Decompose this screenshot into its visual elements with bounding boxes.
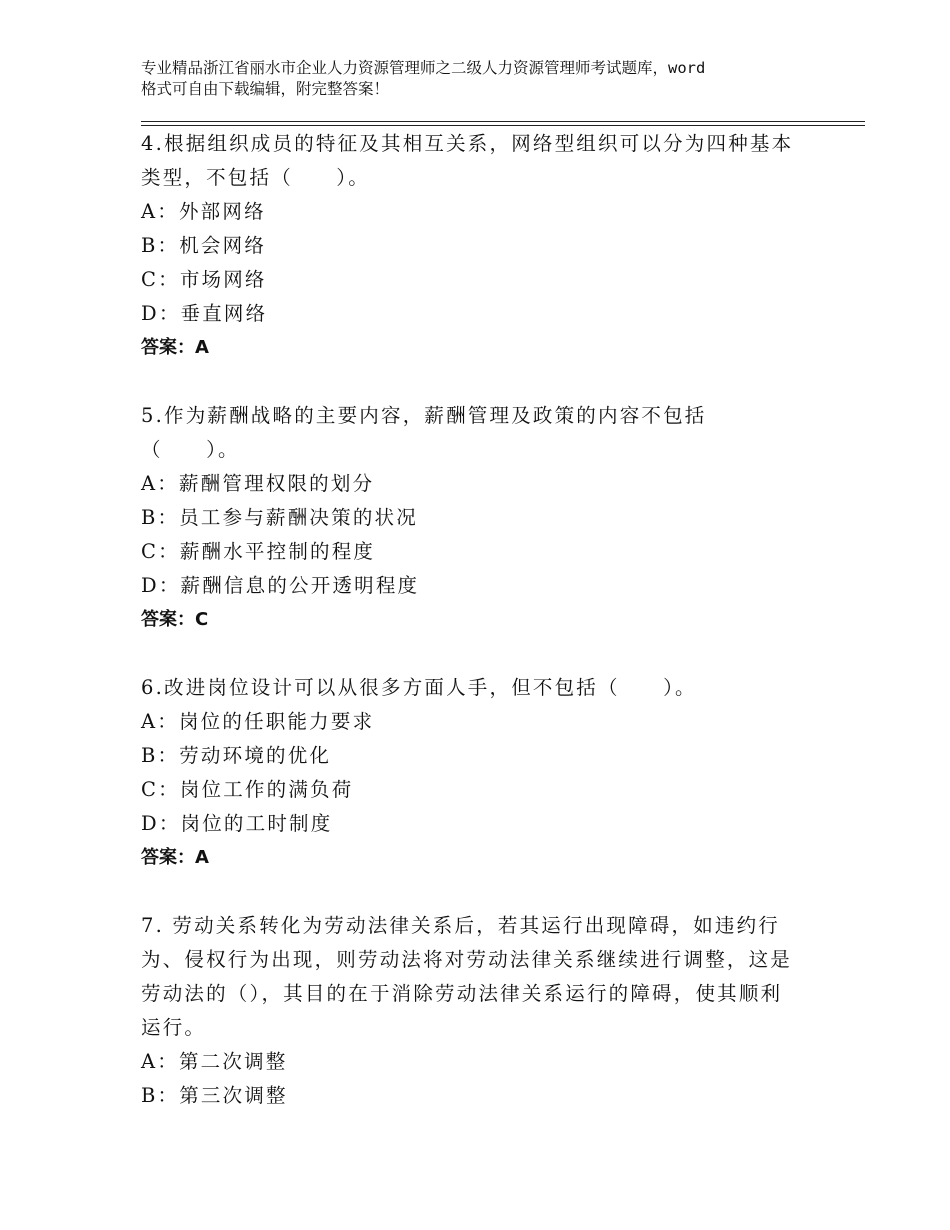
answer-label: 答案：A [141, 337, 209, 358]
header-divider-bottom [141, 125, 865, 126]
option-c: C：薪酬水平控制的程度 [141, 540, 376, 563]
spacer [141, 365, 861, 399]
question-list [141, 127, 861, 1113]
question-stem-line: 7. 劳动关系转化为劳动法律关系后，若其运行出现障碍，如违约行 [141, 914, 781, 937]
question-stem-line: 为、侵权行为出现，则劳动法将对劳动法律关系继续进行调整，这是 [141, 948, 793, 971]
question-stem-line: 类型，不包括（ ）。 [141, 166, 370, 189]
spacer [141, 637, 861, 671]
question-stem-line: （ ）。 [141, 438, 240, 461]
question-5 [141, 399, 861, 637]
question-stem-line: 5.作为薪酬战略的主要内容，薪酬管理及政策的内容不包括 [141, 404, 707, 427]
question-stem-line: 6.改进岗位设计可以从很多方面人手，但不包括（ ）。 [141, 676, 697, 699]
option-b: B：员工参与薪酬决策的状况 [141, 506, 418, 529]
question-7 [141, 909, 861, 1113]
option-d: D：薪酬信息的公开透明程度 [141, 574, 420, 597]
header-divider-top [141, 121, 865, 122]
header-title-line-2: 格式可自由下载编辑，附完整答案！ [141, 80, 390, 98]
option-d: D：垂直网络 [141, 302, 268, 325]
question-stem-line: 4.根据组织成员的特征及其相互关系，网络型组织可以分为四种基本 [141, 132, 794, 155]
document-header [141, 58, 841, 100]
answer-label: 答案：C [141, 609, 209, 630]
option-b: B：第三次调整 [141, 1084, 288, 1107]
option-a: A：薪酬管理权限的划分 [141, 472, 375, 495]
option-b: B：劳动环境的优化 [141, 744, 332, 767]
option-d: D：岗位的工时制度 [141, 812, 333, 835]
option-a: A：外部网络 [141, 200, 266, 223]
option-a: A：第二次调整 [141, 1050, 288, 1073]
question-stem-line: 运行。 [141, 1016, 207, 1039]
option-a: A：岗位的任职能力要求 [141, 710, 375, 733]
question-6 [141, 671, 861, 875]
question-stem-line: 劳动法的（），其目的在于消除劳动法律关系运行的障碍，使其顺利 [141, 982, 783, 1005]
option-c: C：岗位工作的满负荷 [141, 778, 354, 801]
option-c: C：市场网络 [141, 268, 267, 291]
answer-label: 答案：A [141, 847, 209, 868]
question-4 [141, 127, 861, 365]
spacer [141, 875, 861, 909]
header-title-line-1: 专业精品浙江省丽水市企业人力资源管理师之二级人力资源管理师考试题库，word [141, 59, 706, 77]
option-b: B：机会网络 [141, 234, 267, 257]
